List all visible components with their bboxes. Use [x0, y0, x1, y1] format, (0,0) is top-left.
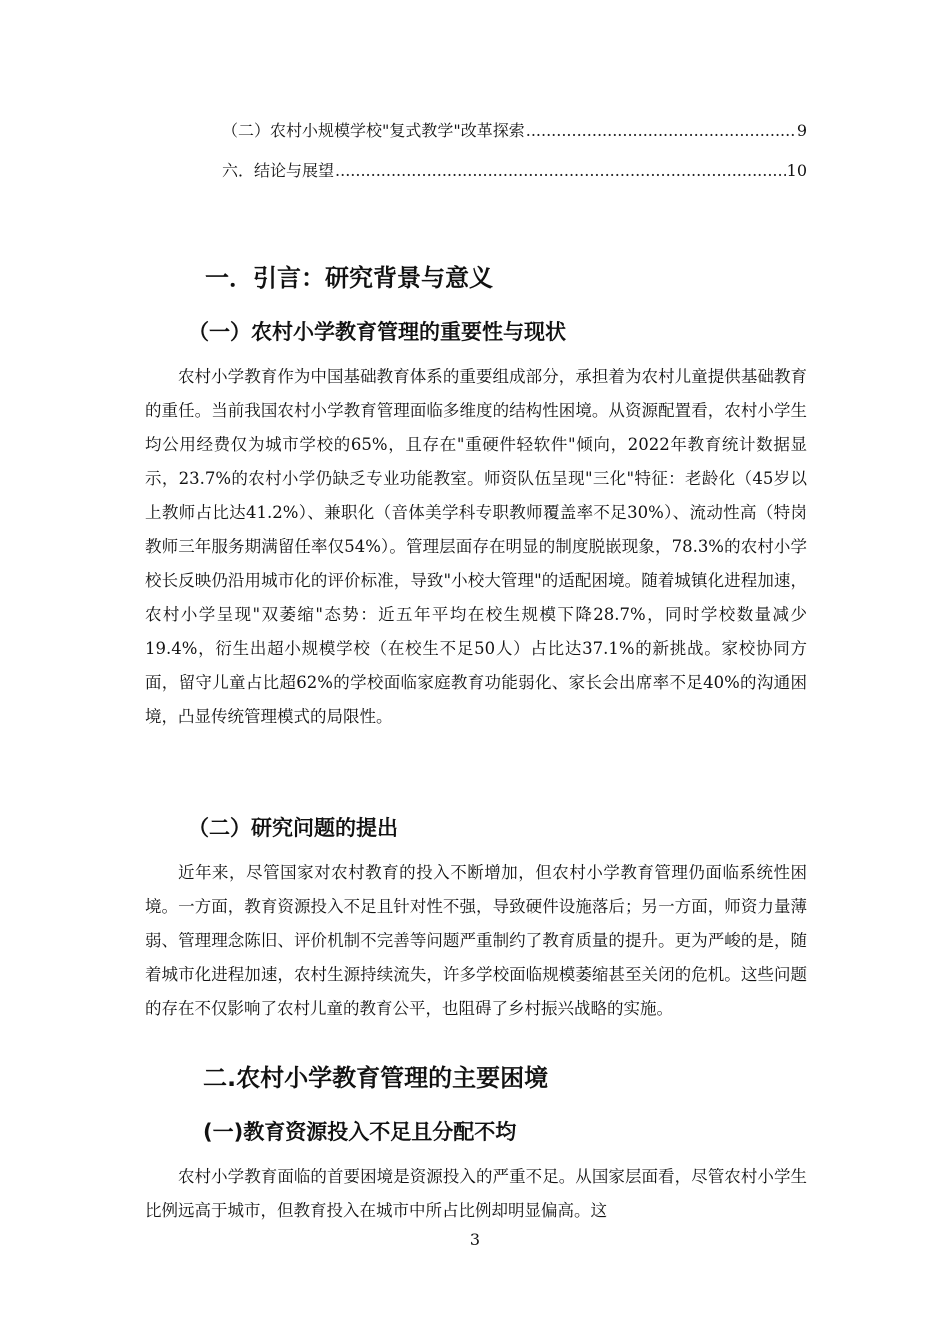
page-number: 3 — [469, 1230, 481, 1249]
subsection-heading-research-question: （二）研究问题的提出 — [188, 816, 398, 840]
toc-entry-page: 9 — [796, 121, 807, 140]
section-heading-intro: 一．引言：研究背景与意义 — [205, 264, 493, 292]
toc-entry-page: 10 — [786, 161, 807, 180]
subsection-heading-importance: （一）农村小学教育管理的重要性与现状 — [188, 320, 566, 344]
body-paragraph: 近年来，尽管国家对农村教育的投入不断增加，但农村小学教育管理仍面临系统性困境。一方面，教育资源投入不足且针对性不强，导致硬件设施落后；另一方面，师资力量薄弱、管理理念陈旧、评价机制不完善等问题严重制约了教育质量的提升。更为严峻的是，随着城市化进程加速，农村生源持续流失，许多学校面临规模萎缩甚至关闭的危机。这些问题的存在不仅影响了农村儿童的教育公平，也阻碍了乡村振兴战略的实施。 — [145, 863, 807, 1018]
body-paragraph: 农村小学教育作为中国基础教育体系的重要组成部分，承担着为农村儿童提供基础教育的重任。当前我国农村小学教育管理面临多维度的结构性困境。从资源配置看，农村小学生均公用经费仅为城市学校的65%，且存在"重硬件轻软件"倾向，2022年教育统计数据显示，23.7%的农村小学仍缺乏专业功能教室。师资队伍呈现"三化"特征：老龄化（45岁以上教师占比达41.2%）、兼职化（音体美学科专职教师覆盖率不足30%）、流动性高（特岗教师三年服务期满留任率仅54%）。管理层面存在明显的制度脱嵌现象，78.3%的农村小学校长反映仍沿用城市化的评价标准，导致"小校大管理"的适配困境。随着城镇化进程加速，农村小学呈现"双萎缩"态势：近五年平均在校生规模下降28.7%，同时学校数量减少19.4%，衍生出超小规模学校（在校生不足50人）占比达37.1%的新挑战。家校协同方面，留守儿童占比超62%的学校面临家庭教育功能弱化、家长会出席率不足40%的沟通困境，凸显传统管理模式的局限性。 — [145, 367, 807, 726]
toc-leader-dots — [335, 160, 786, 182]
toc-leader-dots — [526, 120, 796, 142]
toc-entry-label: 六．结论与展望 — [222, 161, 335, 180]
toc-entry-label: （二）农村小规模学校"复式教学"改革探索 — [222, 121, 525, 140]
section-heading-difficulties: 二.农村小学教育管理的主要困境 — [203, 1064, 549, 1092]
toc-entry[interactable] — [222, 120, 807, 142]
body-paragraph: 农村小学教育面临的首要困境是资源投入的严重不足。从国家层面看，尽管农村小学生比例远高于城市，但教育投入在城市中所占比例却明显偏高。这 — [145, 1167, 807, 1220]
toc-entry[interactable] — [222, 160, 807, 182]
subsection-heading-resources: (一)教育资源投入不足且分配不均 — [203, 1120, 517, 1144]
